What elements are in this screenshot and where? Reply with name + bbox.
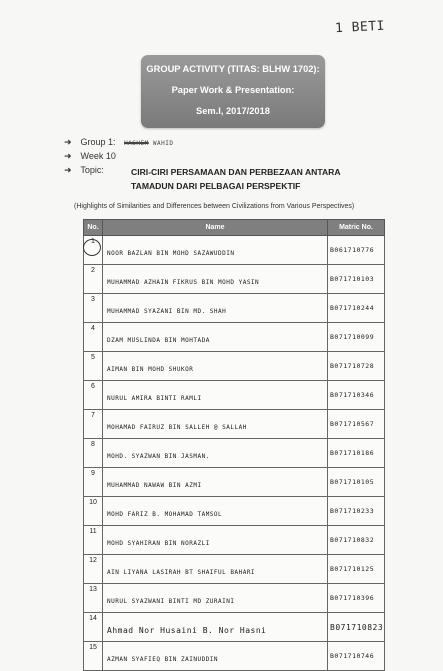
- table-row: [84, 352, 385, 381]
- matric-number: B071710233: [328, 497, 385, 526]
- row-number: 10: [84, 497, 103, 526]
- matric-number: B071710186: [328, 439, 385, 468]
- table-row: [84, 555, 385, 584]
- week-line: [64, 151, 116, 162]
- group-struck-text: HASHEM: [124, 140, 149, 147]
- table-row: [84, 410, 385, 439]
- header-matric: Matric No.: [328, 220, 385, 236]
- group-name: WAHID: [152, 140, 174, 147]
- row-number: 11: [84, 526, 103, 555]
- row-number: 2: [84, 265, 103, 294]
- matric-number: B071710728: [328, 352, 385, 381]
- student-name: DZAM MUSLINDA BIN MOHTADA: [103, 323, 328, 352]
- topic-title: [131, 165, 361, 193]
- row-number: 4: [84, 323, 103, 352]
- group-label: Group 1:: [80, 137, 116, 147]
- title-banner: [141, 55, 325, 128]
- table-row: [84, 381, 385, 410]
- topic-subtitle: (Highlights of Similarities and Differences between Civilizations from Various Perspectives): [74, 203, 355, 210]
- table-row: [84, 613, 385, 642]
- table-row: [84, 236, 385, 265]
- table-row: [84, 497, 385, 526]
- table-row: [84, 642, 385, 671]
- student-name: MOHD SYAHIRAN BIN NORAZLI: [103, 526, 328, 555]
- matric-number: B071710103: [328, 265, 385, 294]
- table-header-row: [84, 220, 385, 236]
- row-number: 12: [84, 555, 103, 584]
- row-number: 9: [84, 468, 103, 497]
- matric-number: B071710244: [328, 294, 385, 323]
- row-number: 5: [84, 352, 103, 381]
- student-name: MOHAMAD FAIRUZ BIN SALLEH @ SALLAH: [103, 410, 328, 439]
- student-name: AZMAN SYAFIEQ BIN ZAINUDDIN: [103, 642, 328, 671]
- row-number: 8: [84, 439, 103, 468]
- arrow-icon: ➜: [64, 165, 72, 175]
- student-name: AIN LIYANA LASIRAH BT SHAIFUL BAHARI: [103, 555, 328, 584]
- matric-number: B071710567: [328, 410, 385, 439]
- student-name: NURUL AMIRA BINTI RAMLI: [103, 381, 328, 410]
- matric-number: B071710746: [328, 642, 385, 671]
- table-row: [84, 294, 385, 323]
- corner-handwritten-note: 1 BETI: [334, 18, 386, 37]
- arrow-icon: ➜: [64, 137, 72, 147]
- banner-semester: Sem.I, 2017/2018: [196, 106, 270, 116]
- handwritten-circle-mark: [83, 239, 101, 256]
- student-table: [83, 219, 385, 671]
- table-row: [84, 526, 385, 555]
- student-name: MUHAMMAD AZHAIN FIKRUS BIN MOHD YASIN: [103, 265, 328, 294]
- group-value: [124, 140, 173, 147]
- matric-number: B071710832: [328, 526, 385, 555]
- student-name: MOHD FARIZ B. MOHAMAD TAMSOL: [103, 497, 328, 526]
- week-label: Week 10: [80, 151, 116, 161]
- table-row: [84, 439, 385, 468]
- matric-number: B071710125: [328, 555, 385, 584]
- table-row: [84, 323, 385, 352]
- banner-title: GROUP ACTIVITY (TITAS: BLHW 1702):: [146, 64, 320, 74]
- row-number: 7: [84, 410, 103, 439]
- matric-number: B061710776: [328, 236, 385, 265]
- header-no: No.: [84, 220, 103, 236]
- group-line: [64, 137, 173, 148]
- student-name: MUHAMMAD SYAZANI BIN MD. SHAH: [103, 294, 328, 323]
- table-row: [84, 265, 385, 294]
- matric-number: B071710099: [328, 323, 385, 352]
- topic-line: [64, 165, 104, 176]
- row-number: 3: [84, 294, 103, 323]
- table-row: [84, 468, 385, 497]
- row-number: 14: [84, 613, 103, 642]
- student-name: MUHAMMAD NAWAW BIN AZMI: [103, 468, 328, 497]
- matric-number: B071710346: [328, 381, 385, 410]
- row-number: 6: [84, 381, 103, 410]
- student-name: Ahmad Nor Husaini B. Nor Hasni: [103, 613, 328, 642]
- student-name: NOOR BAZLAN BIN MOHD SAZAWUDDIN: [103, 236, 328, 265]
- matric-number: B071710823: [328, 613, 385, 642]
- table-row: [84, 584, 385, 613]
- banner-subtitle: Paper Work & Presentation:: [171, 85, 295, 95]
- row-number: 1: [84, 236, 103, 265]
- topic-title-line1: CIRI-CIRI PERSAMAAN DAN PERBEZAAN ANTARA: [131, 167, 341, 177]
- arrow-icon: ➜: [64, 151, 72, 161]
- table-body: [84, 236, 385, 671]
- topic-label: Topic:: [80, 165, 104, 175]
- header-name: Name: [103, 220, 328, 236]
- matric-number: B071710105: [328, 468, 385, 497]
- row-number: 13: [84, 584, 103, 613]
- topic-title-line2: TAMADUN DARI PELBAGAI PERSPEKTIF: [131, 181, 301, 191]
- student-name: MOHD. SYAZWAN BIN JASMAN.: [103, 439, 328, 468]
- student-name: NURUL SYAZWANI BINTI MD ZURAINI: [103, 584, 328, 613]
- student-name: AIMAN BIN MOHD SHUKOR: [103, 352, 328, 381]
- row-number: 15: [84, 642, 103, 671]
- matric-number: B071710396: [328, 584, 385, 613]
